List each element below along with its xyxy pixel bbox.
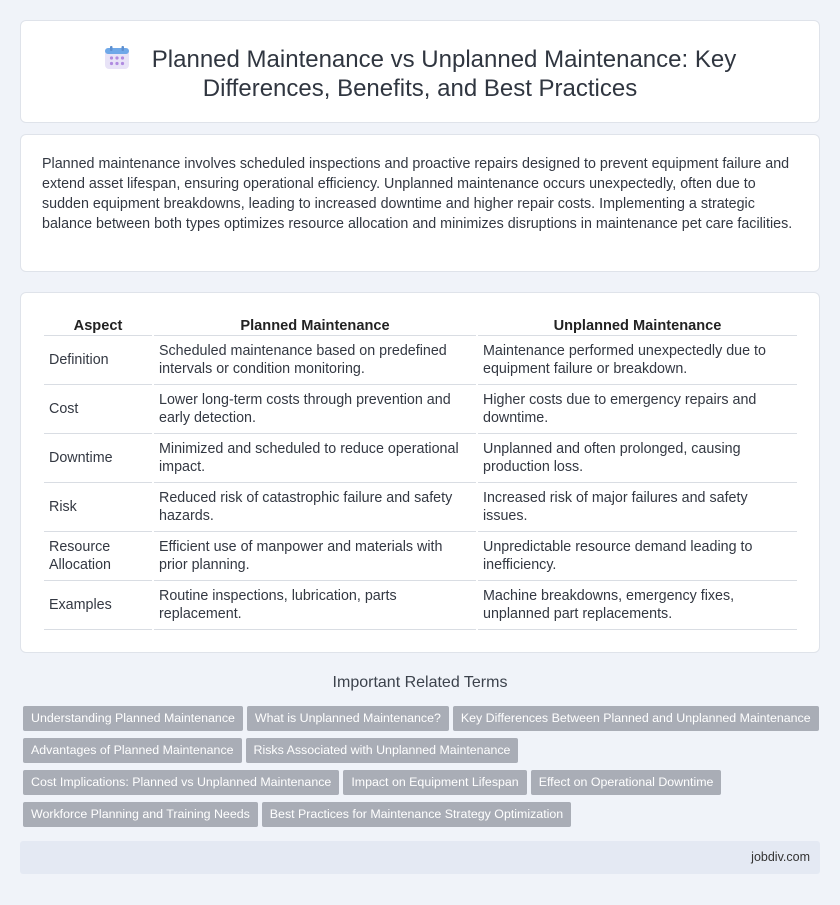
row-unplanned: Unpredictable resource demand leading to inefficiency.: [478, 532, 797, 581]
title-line-1: Planned Maintenance vs Unplanned Maintenance: Key: [151, 46, 737, 73]
header-planned: Planned Maintenance: [154, 314, 476, 336]
table-row: [44, 483, 797, 532]
table-row: [44, 581, 797, 630]
row-planned: Reduced risk of catastrophic failure and safety hazards.: [154, 483, 476, 532]
calendar-icon: [104, 45, 130, 71]
related-term-tag[interactable]: Advantages of Planned Maintenance: [23, 738, 242, 763]
page-title: [21, 45, 819, 103]
header-unplanned: Unplanned Maintenance: [478, 314, 797, 336]
related-term-tag[interactable]: Understanding Planned Maintenance: [23, 706, 243, 731]
row-unplanned: Higher costs due to emergency repairs and downtime.: [478, 385, 797, 434]
row-planned: Efficient use of manpower and materials with prior planning.: [154, 532, 476, 581]
related-term-tag[interactable]: What is Unplanned Maintenance?: [247, 706, 449, 731]
row-aspect: Resource Allocation: [44, 532, 152, 581]
row-planned: Minimized and scheduled to reduce operational impact.: [154, 434, 476, 483]
row-unplanned: Maintenance performed unexpectedly due to equipment failure or breakdown.: [478, 336, 797, 385]
row-unplanned: Increased risk of major failures and safety issues.: [478, 483, 797, 532]
comparison-table: [42, 314, 799, 630]
footer: [20, 841, 820, 874]
header-aspect: Aspect: [44, 314, 152, 336]
row-aspect: Cost: [44, 385, 152, 434]
table-row: [44, 434, 797, 483]
related-term-tag[interactable]: Cost Implications: Planned vs Unplanned Maintenance: [23, 770, 339, 795]
table-row: [44, 385, 797, 434]
row-aspect: Risk: [44, 483, 152, 532]
related-terms-list: [23, 706, 813, 834]
table-row: [44, 336, 797, 385]
related-term-tag[interactable]: Workforce Planning and Training Needs: [23, 802, 258, 827]
row-unplanned: Unplanned and often prolonged, causing production loss.: [478, 434, 797, 483]
row-aspect: Downtime: [44, 434, 152, 483]
related-term-tag[interactable]: Key Differences Between Planned and Unplanned Maintenance: [453, 706, 819, 731]
title-line-2: Differences, Benefits, and Best Practices: [202, 75, 638, 102]
table-row: [44, 532, 797, 581]
intro-paragraph: Planned maintenance involves scheduled inspections and proactive repairs designed to prevent equipment failure and extend asset lifespan, ensuring operational efficiency. Unplanned maintenance occurs unexpectedly, often due to sudden equipment breakdowns, leading to increased downtime and higher repair costs. Implementing a strategic balance between both types optimizes resource allocation and minimizes disruptions in maintenance pet care facilities.: [42, 156, 793, 232]
related-term-tag[interactable]: Best Practices for Maintenance Strategy Optimization: [262, 802, 571, 827]
row-planned: Scheduled maintenance based on predefined intervals or condition monitoring.: [154, 336, 476, 385]
row-planned: Lower long-term costs through prevention and early detection.: [154, 385, 476, 434]
comparison-card: [20, 292, 820, 653]
row-aspect: Definition: [44, 336, 152, 385]
related-term-tag[interactable]: Risks Associated with Unplanned Maintenance: [246, 738, 519, 763]
table-header-row: [44, 314, 797, 336]
related-term-tag[interactable]: Effect on Operational Downtime: [531, 770, 722, 795]
row-aspect: Examples: [44, 581, 152, 630]
footer-site-link[interactable]: jobdiv.com: [751, 850, 810, 864]
row-unplanned: Machine breakdowns, emergency fixes, unplanned part replacements.: [478, 581, 797, 630]
title-card: [20, 20, 820, 123]
related-terms-heading: Important Related Terms: [332, 674, 508, 691]
intro-card: [20, 134, 820, 272]
row-planned: Routine inspections, lubrication, parts replacement.: [154, 581, 476, 630]
related-term-tag[interactable]: Impact on Equipment Lifespan: [343, 770, 526, 795]
